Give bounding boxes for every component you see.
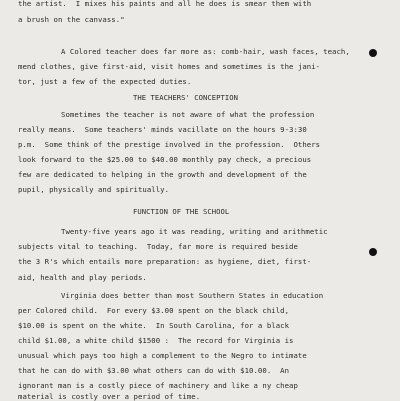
text-line: subjects vital to teaching. Today, far more is required beside [18, 242, 298, 251]
paragraph-first-line: Twenty-five years ago it was reading, writing and arithmetic [61, 227, 328, 236]
paragraph-first-line: Virginia does better than most Southern States in education [61, 291, 324, 300]
text-line: tor, just a few of the expected duties. [18, 77, 192, 86]
text-line: look forward to the $25.00 to $40.00 monthly pay check, a precious [18, 155, 312, 164]
punch-hole-bottom [369, 248, 377, 256]
text-line: ignorant man is a costly piece of machinery and like a ny cheap [18, 381, 298, 390]
paragraph-first-line: A Colored teacher does far more as: comb-hair, wash faces, teach, [61, 47, 350, 56]
text-line: that he can do with $3.00 what others can do with $10.00. An [18, 366, 290, 375]
text-line: a brush on the canvass." [18, 15, 125, 24]
text-line: mend clothes, give first-aid, visit homes and sometimes is the jani- [18, 62, 321, 71]
text-line: the artist. I mixes his paints and all he does is smear them with [18, 0, 312, 8]
text-line: pupil, physically and spiritually. [18, 185, 170, 194]
section-heading-function-of-school: FUNCTION OF THE SCHOOL [133, 207, 230, 216]
text-line: the 3 R's which entails more preparation: as hygiene, diet, first- [18, 257, 312, 266]
text-line: child $1.00, a white child $1500 : The record for Virginia is [18, 336, 294, 345]
punch-hole-top [369, 49, 377, 57]
text-line: aid, health and play periods. [18, 273, 147, 282]
text-line: $10.00 is spent on the white. In South Carolina, for a black [18, 321, 290, 330]
paragraph-first-line: Sometimes the teacher is not aware of what the profession [61, 110, 315, 119]
section-heading-teachers-conception: THE TEACHERS' CONCEPTION [133, 93, 239, 102]
text-line: p.m. Some think of the prestige involved in the profession. Others [18, 140, 321, 149]
text-line: unusual which pays too high a complement to the Negro to intimate [18, 351, 307, 360]
text-line: really means. Some teachers' minds vacillate on the hours 9-3:30 [18, 125, 307, 134]
text-line: few are dedicated to helping in the growth and development of the [18, 170, 307, 179]
text-line: material is costly over a period of time. [18, 392, 201, 401]
text-line: per Colored child. For every $3.00 spent on the black child, [18, 306, 290, 315]
